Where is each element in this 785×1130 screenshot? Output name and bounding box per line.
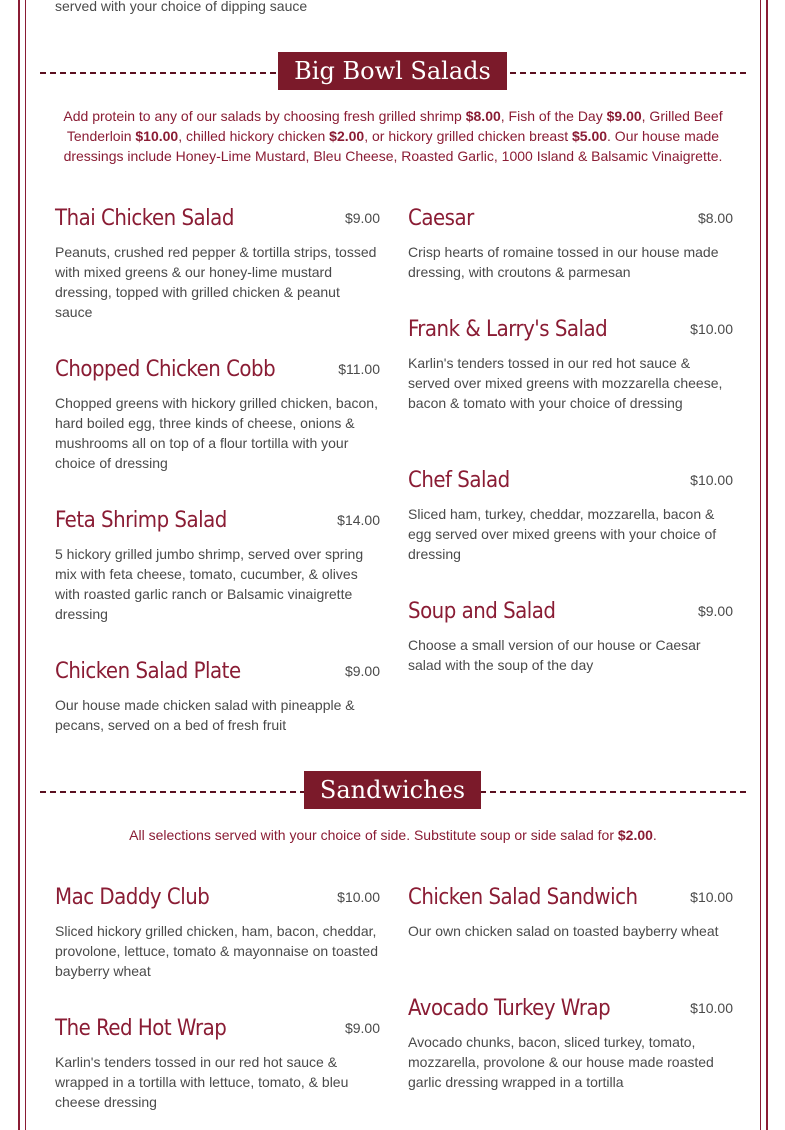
menu-item-name: Frank & Larry's Salad: [408, 317, 608, 342]
menu-item-name: Chicken Salad Plate: [55, 659, 241, 684]
sandwiches-note-part: .: [652, 827, 657, 843]
salads-heading: [0, 52, 785, 90]
menu-item-name: Avocado Turkey Wrap: [408, 996, 611, 1021]
menu-item-price: $11.00: [338, 361, 380, 377]
menu-item-description: Peanuts, crushed red pepper & tortilla strips, tossed with mixed greens & our honey-lime mustard dressing, topped with grilled chicken & peanut sauce: [55, 244, 377, 320]
menu-item: [408, 597, 733, 675]
menu-item-name: Caesar: [408, 206, 474, 231]
menu-item-price: $10.00: [690, 1000, 733, 1016]
menu-item-description: Sliced hickory grilled chicken, ham, bacon, cheddar, provolone, lettuce, tomato & mayonnaise on toasted bayberry wheat: [55, 923, 378, 979]
menu-item-name: Chopped Chicken Cobb: [55, 357, 276, 382]
sandwiches-note-part: All selections served with your choice of side. Substitute soup or side salad for: [129, 827, 618, 843]
menu-item-price: $9.00: [344, 210, 380, 226]
menu-item-price: $9.00: [344, 1020, 380, 1036]
menu-item-price: $10.00: [337, 889, 380, 905]
menu-item-price: $8.00: [697, 210, 733, 226]
sandwiches-heading: [0, 771, 785, 809]
sandwiches-title: Sandwiches: [304, 771, 481, 809]
menu-item-name: Feta Shrimp Salad: [55, 508, 227, 533]
salads-note-part: . Our house made dressings include Honey-Lime Mustard, Bleu Cheese, Roasted Garlic, 1000 Island & Balsamic Vinaigrette.: [63, 128, 723, 164]
menu-item: [55, 657, 380, 735]
menu-item-price: $10.00: [690, 321, 733, 337]
previous-item-description: served with your choice of dipping sauce: [55, 0, 308, 14]
salads-note-price: $2.00: [329, 128, 365, 144]
menu-item-description: Crisp hearts of romaine tossed in our house made dressing, with croutons & parmesan: [408, 244, 719, 280]
menu-item-name: The Red Hot Wrap: [55, 1016, 227, 1041]
menu-item-price: $9.00: [344, 663, 380, 679]
menu-item: [55, 355, 380, 473]
menu-item-description: Our own chicken salad on toasted bayberry wheat: [408, 923, 719, 939]
salads-note-part: , Grilled Beef Tenderloin: [66, 108, 723, 144]
salads-note: [40, 106, 746, 166]
menu-item-description: Avocado chunks, bacon, sliced turkey, tomato, mozzarella, provolone & our house made roasted garlic dressing wrapped in a tortilla: [408, 1034, 714, 1090]
menu-item-name: Chicken Salad Sandwich: [408, 885, 638, 910]
menu-item: [408, 466, 733, 564]
salads-note-part: Add protein to any of our salads by choosing fresh grilled shrimp: [63, 108, 466, 124]
salads-note-part: , Fish of the Day: [500, 108, 607, 124]
menu-item: [408, 883, 733, 941]
menu-item-price: $10.00: [690, 472, 733, 488]
menu-item-description: Karlin's tenders tossed in our red hot sauce & wrapped in a tortilla with lettuce, tomato, & bleu cheese dressing: [55, 1054, 349, 1110]
salads-note-price: $8.00: [465, 108, 501, 124]
menu-item-price: $10.00: [690, 889, 733, 905]
menu-item-price: $9.00: [697, 603, 733, 619]
menu-item-description: 5 hickory grilled jumbo shrimp, served over spring mix with feta cheese, tomato, cucumber, & olives with roasted garlic ranch or Balsamic vinaigrette dressing: [55, 546, 364, 622]
sandwiches-note-price: $2.00: [617, 827, 653, 843]
menu-item: [55, 204, 380, 322]
menu-item-description: Our house made chicken salad with pineapple & pecans, served on a bed of fresh fruit: [55, 697, 355, 733]
menu-item-name: Soup and Salad: [408, 599, 556, 624]
menu-item: [408, 204, 733, 282]
menu-item: [408, 315, 733, 413]
menu-item-description: Karlin's tenders tossed in our red hot sauce & served over mixed greens with mozzarella cheese, bacon & tomato with your choice of dressing: [408, 355, 723, 411]
menu-item-name: Chef Salad: [408, 468, 510, 493]
salads-note-price: $9.00: [606, 108, 642, 124]
sandwiches-note: [40, 825, 746, 845]
salads-note-part: , or hickory grilled chicken breast: [364, 128, 572, 144]
menu-item: [408, 994, 733, 1092]
salads-note-part: , chilled hickory chicken: [178, 128, 330, 144]
salads-title: Big Bowl Salads: [278, 52, 507, 90]
menu-item-description: Chopped greens with hickory grilled chicken, bacon, hard boiled egg, three kinds of cheese, onions & mushrooms all on top of a flour tortilla with your choice of dressing: [55, 395, 378, 471]
salads-note-price: $10.00: [135, 128, 179, 144]
menu-item-price: $14.00: [337, 512, 380, 528]
menu-item: [55, 883, 380, 981]
menu-item-name: Mac Daddy Club: [55, 885, 210, 910]
menu-item: [55, 506, 380, 624]
menu-item-name: Thai Chicken Salad: [55, 206, 234, 231]
menu-item: [55, 1014, 380, 1112]
salads-note-price: $5.00: [571, 128, 608, 144]
menu-item-description: Sliced ham, turkey, cheddar, mozzarella, bacon & egg served over mixed greens with your choice of dressing: [408, 506, 717, 562]
menu-item-description: Choose a small version of our house or Caesar salad with the soup of the day: [408, 637, 701, 673]
